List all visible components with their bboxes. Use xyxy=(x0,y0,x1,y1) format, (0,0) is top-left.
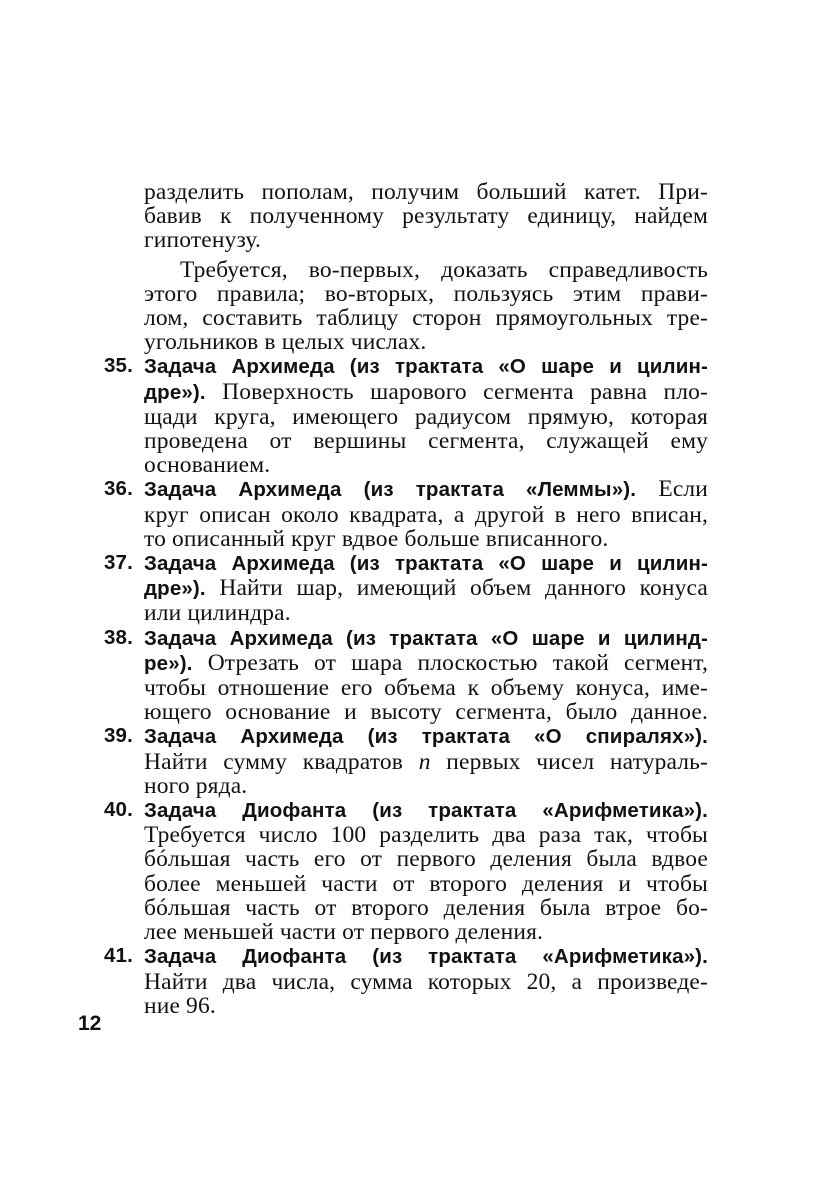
problem-title-line xyxy=(104,944,708,969)
text-line: то описанный круг вдвое больше вписанного. xyxy=(144,525,609,552)
problem-title-line xyxy=(104,551,708,576)
variable-n: n xyxy=(418,748,431,775)
problem-number: 35. xyxy=(104,354,133,378)
text-line: этого правила; во-вторых, пользуясь этим прави- xyxy=(144,280,708,307)
problem-title: Задача Архимеда (из трактата «О шаре и цилин- xyxy=(144,355,708,379)
problem-38 xyxy=(104,626,708,725)
problem-number: 36. xyxy=(104,477,133,501)
text-line: ного ряда. xyxy=(144,772,248,799)
text-line: более меньшей части от второго деления и чтобы xyxy=(144,870,708,897)
problem-number: 41. xyxy=(104,944,133,968)
text-line: бавив к полученному результату единицу, найдем xyxy=(144,203,708,230)
problem-title: Задача Диофанта (из трактата «Арифметика»). xyxy=(144,945,708,969)
problem-title: Задача Архимеда (из трактата «О шаре и цилинд- xyxy=(144,626,708,650)
problem-41 xyxy=(104,944,708,1018)
problem-title: Задача Диофанта (из трактата «Арифметика»). xyxy=(144,799,708,823)
text-line: или цилиндра. xyxy=(144,600,291,627)
problem-35 xyxy=(104,354,708,477)
text-line: основанием. xyxy=(144,452,271,479)
problem-title-end: дре»). xyxy=(144,380,206,404)
text-line xyxy=(104,380,708,405)
problem-text: Отрезать от шара плоскостью такой сегмент, xyxy=(207,649,708,676)
problem-title: Задача Архимеда (из трактата «О шаре и цилин- xyxy=(144,552,708,576)
problem-title: Задача Архимеда (из трактата «Леммы»). xyxy=(144,478,637,502)
text-line: лее меньшей части от первого деления. xyxy=(144,919,544,946)
problem-title-line xyxy=(104,354,708,379)
problem-36 xyxy=(104,477,708,551)
text-line: Требуется, во-первых, доказать справедливость xyxy=(180,256,708,283)
text-line: угольников в целых числах. xyxy=(144,329,427,356)
problem-number: 39. xyxy=(104,724,133,748)
text-line xyxy=(104,750,708,774)
problem-text: Найти сумму квадратов xyxy=(144,748,404,775)
problem-number: 37. xyxy=(104,551,133,575)
problem-title: Задача Архимеда (из трактата «О спиралях»). xyxy=(144,725,708,749)
problem-title-line xyxy=(104,626,708,651)
problem-text: Поверхность шарового сегмента равна пло- xyxy=(222,378,708,405)
problem-39 xyxy=(104,724,708,798)
problem-title-end: дре»). xyxy=(144,577,206,601)
text-line: гипотенузу. xyxy=(144,227,261,254)
page-number: 12 xyxy=(78,1012,102,1035)
text-line: ние 96. xyxy=(144,992,216,1019)
problem-title-line xyxy=(104,798,708,823)
text-line: Найти два числа, сумма которых 20, а произведе- xyxy=(144,968,708,995)
text-line xyxy=(104,477,708,502)
problem-text: Если xyxy=(658,476,709,503)
text-line: щади круга, имеющего радиусом прямую, которая xyxy=(144,403,708,430)
requirement-paragraph xyxy=(104,258,708,355)
text-line: разделить пополам, получим больший катет. При- xyxy=(144,179,708,205)
problem-title-line xyxy=(104,724,708,749)
text-line: ющего основание и высоту сегмента, было данное. xyxy=(144,699,708,726)
text-line: лом, составить таблицу сторон прямоугольных тре- xyxy=(144,305,708,332)
text-line: бóльшая часть его от первого деления была вдвое xyxy=(144,846,708,873)
problem-text: Найти шар, имеющий объем данного конуса xyxy=(219,575,708,602)
text-line: бóльшая часть от второго деления была втрое бо- xyxy=(144,894,708,921)
text-line: проведена от вершины сегмента, служащей ему xyxy=(144,428,708,455)
problem-40 xyxy=(104,798,708,944)
text-line: Требуется число 100 разделить два раза так, чтобы xyxy=(144,822,708,849)
problem-37 xyxy=(104,551,708,626)
text-line: круг описан около квадрата, а другой в него вписан, xyxy=(144,501,708,528)
problem-text: первых чисел натураль- xyxy=(446,748,709,775)
problem-number: 38. xyxy=(104,625,133,649)
text-line xyxy=(104,651,708,676)
problem-title-end: ре»). xyxy=(144,651,193,675)
continuation-paragraph xyxy=(104,180,708,253)
text-line: чтобы отношение его объема к объему конуса, име- xyxy=(144,675,708,702)
page-text xyxy=(104,180,708,1018)
problem-number: 40. xyxy=(104,798,133,822)
text-line xyxy=(104,576,708,601)
